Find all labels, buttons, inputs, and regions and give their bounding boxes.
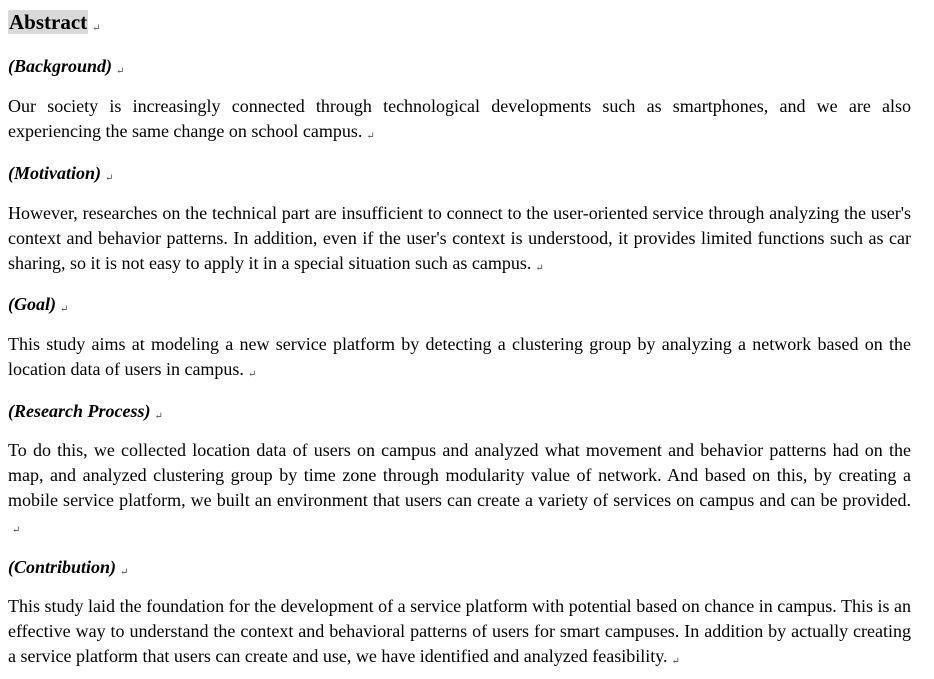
paragraph-mark-icon: ↵ [154,411,163,422]
section-paragraph-motivation [8,201,911,276]
section-paragraph-background [8,94,911,144]
paragraph-mark-icon: ↵ [116,66,125,77]
section-paragraph-research-process [8,438,911,538]
section-heading-contribution [8,556,128,578]
paragraph-text: To do this, we collected location data of users on campus and analyzed what movement and behavior patterns had on the map, and analyzed clustering group by time zone through modularity value of network. And based on this, by creating a mobile service platform, we built an environment that users can create a variety of services on campus and can be provided. [8,440,911,510]
heading-text: (Background) [8,56,113,76]
paragraph-mark-icon: ↵ [60,304,69,315]
section-heading-research-process [8,400,163,422]
heading-text: (Research Process) [8,401,151,421]
paragraph-mark-icon: ↵ [535,263,544,274]
paragraph-text: However, researches on the technical part are insufficient to connect to the user-oriented service through analyzing the user's context and behavior patterns. In addition, even if the user's context is understood, it provides limited functions such as car sharing, so it is not easy to apply it in a special situation such as campus. [8,203,911,273]
title-text: Abstract [9,10,88,34]
heading-text: (Contribution) [8,557,117,577]
paragraph-mark-icon: ↵ [120,567,129,578]
heading-text: (Goal) [8,294,56,314]
abstract-title [8,9,101,35]
section-heading-motivation [8,162,113,184]
section-paragraph-contribution [8,594,911,669]
paragraph-mark-icon: ↵ [12,525,21,536]
section-paragraph-goal [8,332,911,382]
paragraph-text: Our society is increasingly connected through technological developments such as smartphones, and we are also experiencing the same change on school campus. [8,96,911,141]
paragraph-mark-icon: ↵ [671,656,680,667]
paragraph-mark-icon: ↵ [105,173,114,184]
section-heading-goal [8,293,68,315]
paragraph-mark-icon: ↵ [366,131,375,142]
paragraph-text: This study laid the foundation for the development of a service platform with potential based on chance in campus. This is an effective way to understand the context and behavioral patterns of users for smart campuses. In addition by actually creating a service platform that users can create and use, we have identified and analyzed feasibility. [8,596,911,666]
paragraph-mark-icon: ↵ [92,23,101,34]
heading-text: (Motivation) [8,163,101,183]
paragraph-mark-icon: ↵ [247,369,257,380]
section-heading-background [8,55,124,77]
paragraph-text: This study aims at modeling a new service platform by detecting a clustering group by analyzing a network based on the location data of users in campus. [8,334,911,379]
